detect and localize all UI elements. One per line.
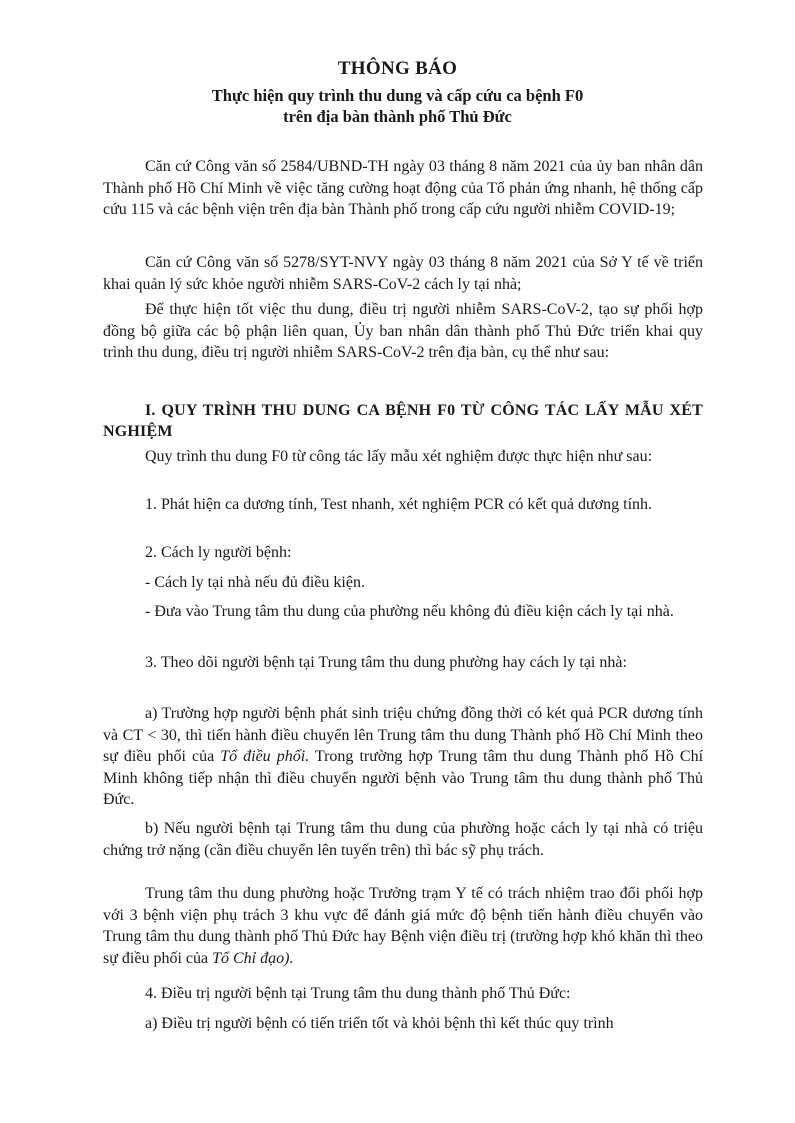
paragraph-step-3: 3. Theo dõi người bệnh tại Trung tâm thu dung phường hay cách ly tại nhà: (145, 654, 627, 671)
paragraph-responsibility-text: Trung tâm thu dung phường hoặc Trưởng trạm Y tế có trách nhiệm trao đổi phối hợp với 3 bệnh viện phụ trách 3 khu vực để đánh giá mức độ bệnh tiến hành điều chuyển vào Trung tâm thu dung thành phố Thủ Đức hay Bệnh viện điều trị (trường hợp khó khăn thì theo sự điều phối của (103, 885, 703, 967)
paragraph-step-2: 2. Cách ly người bệnh: (145, 544, 292, 561)
paragraph-step-3b: b) Nếu người bệnh tại Trung tâm thu dung của phường hoặc cách ly tại nhà có triệu chứng trở nặng (cần điều chuyển lên tuyến trên) thì bác sỹ phụ trách. (103, 820, 703, 859)
paragraph-step-3a-text: a) Trường hợp người bệnh phát sinh triệu chứng đồng thời có két quả PCR dương tính và CT < 30, thì tiến hành điều chuyển lên Trung tâm thu dung Thành phố Hồ Chí Minh theo sự điều phối của (103, 705, 703, 765)
paragraph-procedure-intro: Quy trình thu dung F0 từ công tác lấy mẫu xét nghiệm được thực hiện như sau: (145, 448, 653, 465)
paragraph-responsibility (103, 883, 703, 969)
paragraph-step-3a (103, 703, 703, 811)
paragraph-step-1: 1. Phát hiện ca dương tính, Test nhanh, xét nghiệm PCR có kết quả dương tính. (145, 496, 653, 513)
paragraph-step-2-home: - Cách ly tại nhà nếu đủ điều kiện. (145, 574, 365, 591)
paragraph-step-3a-text-cont: Trong trường hợp Trung tâm thu dung Thành phố Hồ Chí Minh không tiếp nhận thì điều chuyển người bệnh vào Trung tâm thu dung thành phố Thủ Đức. (103, 748, 704, 808)
document-subtitle-line1: Thực hiện quy trình thu dung và cấp cứu ca bệnh F0 (211, 86, 584, 105)
paragraph-legal-basis-1: Căn cứ Công văn số 2584/UBND-TH ngày 03 tháng 8 năm 2021 của ủy ban nhân dân Thành phố Hồ Chí Minh về việc tăng cường hoạt động của Tổ phản ứng nhanh, hệ thống cấp cứu 115 và các bệnh viện trên địa bàn Thành phố trong cấp cứu người nhiễm COVID-19; (103, 158, 703, 218)
document-subtitle-line2: trên địa bàn thành phố Thủ Đức (283, 107, 512, 126)
paragraph-step-2-center: - Đưa vào Trung tâm thu dung của phường nếu không đủ điều kiện cách ly tại nhà. (145, 603, 674, 620)
paragraph-intro: Để thực hiện tốt việc thu dung, điều trị người nhiễm SARS-CoV-2, tạo sự phối hợp đồng bộ giữa các bộ phận liên quan, Ủy ban nhân dân thành phố Thủ Đức triển khai quy trình thu dung, điều trị người nhiễm SARS-CoV-2 trên địa bàn, cụ thể như sau: (103, 301, 703, 361)
document-title: THÔNG BÁO (337, 58, 458, 79)
paragraph-responsibility-steering: Tổ Chỉ đạo). (212, 949, 294, 967)
section-heading-1: I. QUY TRÌNH THU DUNG CA BỆNH F0 TỪ CÔNG TÁC LẤY MẪU XÉT NGHIỆM (103, 402, 703, 440)
paragraph-legal-basis-2: Căn cứ Công văn số 5278/SYT-NVY ngày 03 tháng 8 năm 2021 của Sở Y tế về triển khai quản lý sức khỏe người nhiễm SARS-CoV-2 cách ly tại nhà; (103, 254, 703, 293)
paragraph-step-3a-coordinator: Tổ điều phối. (220, 748, 310, 765)
paragraph-step-4: 4. Điều trị người bệnh tại Trung tâm thu dung thành phố Thủ Đức: (145, 985, 571, 1002)
paragraph-step-4a: a) Điều trị người bệnh có tiến triển tốt và khỏi bệnh thì kết thúc quy trình (145, 1015, 614, 1032)
